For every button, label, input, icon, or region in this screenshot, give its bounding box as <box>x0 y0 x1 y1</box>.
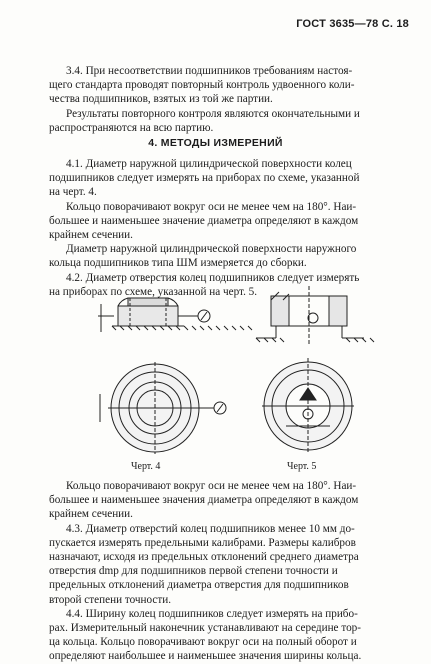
text-line: крайнем сечении. <box>49 508 133 521</box>
fig4-plan-view <box>100 362 226 454</box>
text-line: Результаты повторного контроля являются окончательными и <box>66 107 360 120</box>
text-line: щего стандарта проводят повторный контроль удвоенного коли- <box>49 79 355 92</box>
text-line: Кольцо поворачивают вокруг оси не менее чем на 180°. Наи- <box>66 200 357 213</box>
caption-fig4: Черт. 4 <box>131 461 161 472</box>
text-line: Кольцо поворачивают вокруг оси не менее чем на 180°. Наи- <box>66 480 357 492</box>
text-line: большее и наименьшее значение диаметра определяют в каждом <box>49 214 359 227</box>
text-line: чества подшипников, взятых из той же партии. <box>49 93 273 106</box>
text-line: на приборах по схеме, указанной на черт. 5. <box>49 285 258 298</box>
caption-fig5: Черт. 5 <box>287 461 317 472</box>
text-line: большее и наименьшее значения диаметра определяют в каждом <box>49 494 359 507</box>
text-line: кольца подшипников типа ШМ измеряется до сборки. <box>49 257 307 270</box>
text-line: отверстия dmp для подшипников первой степени точности и <box>49 565 338 578</box>
text-line: 3.4. При несоответствии подшипников требованиям настоя- <box>66 65 353 77</box>
text-line: крайнем сечении. <box>49 229 133 242</box>
section-title: 4. МЕТОДЫ ИЗМЕРЕНИЙ <box>148 137 283 149</box>
text-line: на черт. 4. <box>49 186 97 199</box>
text-line: подшипников следует измерять на приборах по схеме, указанной <box>49 172 360 185</box>
text-line: второй степени точности. <box>49 593 172 606</box>
text-line: назначают, исходя из предельных отклонений среднего диаметра <box>49 551 359 564</box>
text-line: 4.3. Диаметр отверстий колец подшипников менее 10 мм до- <box>66 522 355 535</box>
text-line: 4.4. Ширину колец подшипников следует измерять на прибо- <box>66 607 358 620</box>
text-line: 4.2. Диаметр отверстия колец подшипников следует измерять <box>66 271 360 284</box>
text-line: Диаметр наружной цилиндрической поверхности наружного <box>66 243 357 256</box>
text-line: определяют наибольшее и наименьшее значения ширины кольца. <box>49 650 362 663</box>
paragraph-after-figures <box>49 479 399 664</box>
text-line: распространяются на всю партию. <box>49 121 214 134</box>
text-line: предельных отклонений диаметра отверстия для подшипников <box>49 579 349 592</box>
fig5-plan-view <box>262 358 354 454</box>
page-header: ГОСТ 3635—78 С. 18 <box>296 18 409 30</box>
text-line: 4.1. Диаметр наружной цилиндрической поверхности колец <box>66 158 352 170</box>
fig4-side-view <box>98 298 252 332</box>
text-line: рах. Измерительный наконечник устанавливают на середине тор- <box>49 622 361 635</box>
text-line: пускается измерять предельными калибрами. Размеры калибров <box>49 536 356 549</box>
text-line: ца кольца. Кольцо поворачивают вокруг оси на полный оборот и <box>49 636 357 649</box>
fig5-side-view <box>256 286 374 346</box>
